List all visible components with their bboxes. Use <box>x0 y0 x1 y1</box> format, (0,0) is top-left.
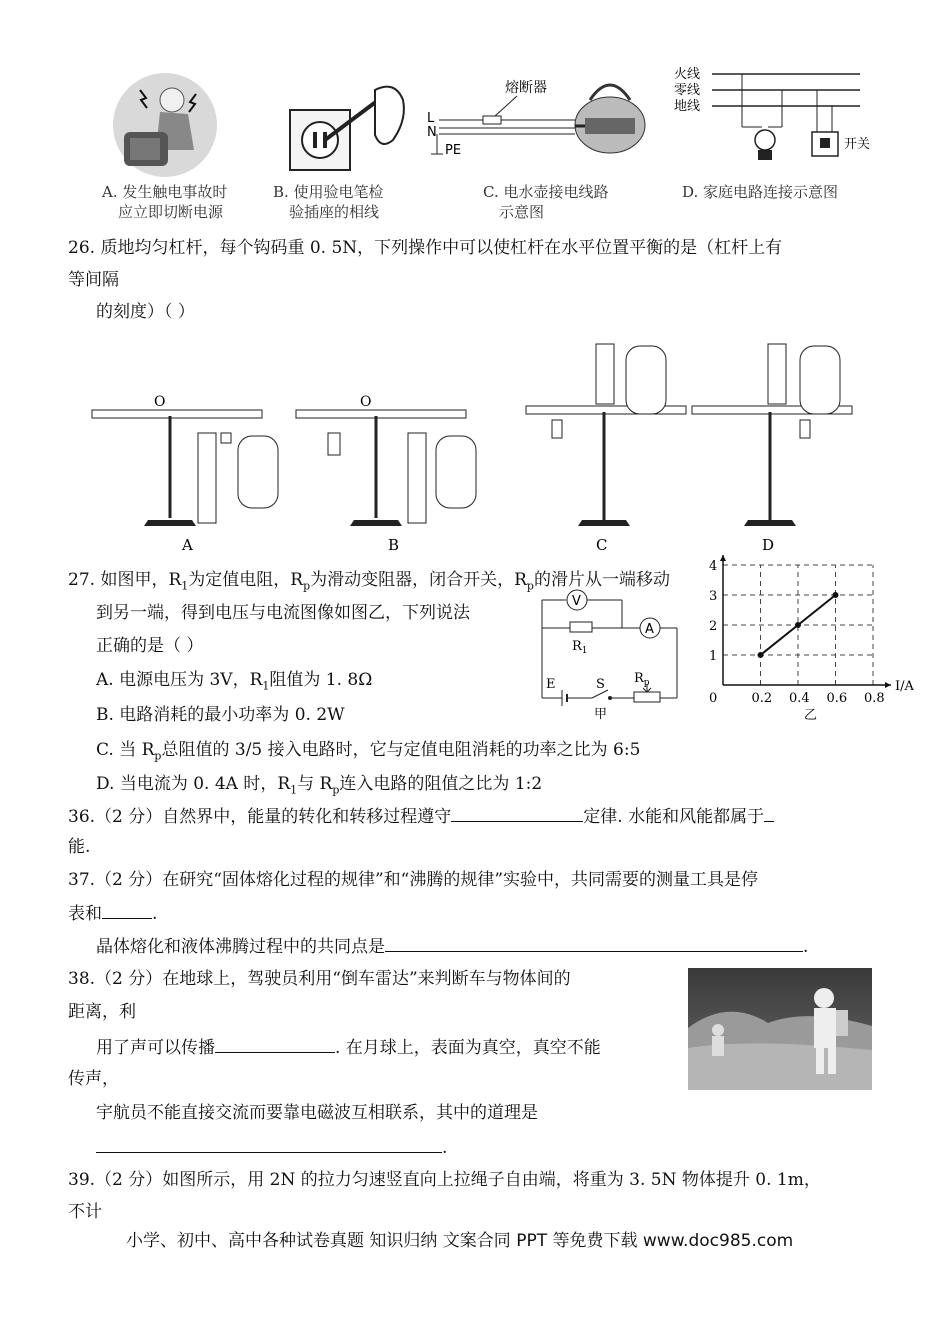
q38-line2: 距离，利 <box>68 1002 136 1022</box>
caption-c-line1: C. 电水壶接电线路 <box>483 183 609 201</box>
q26-line3: 的刻度）（ ） <box>96 302 195 322</box>
q27-option-a: A. 电源电压为 3V，$R_1$阻值为 1. 8Ω <box>96 670 373 693</box>
lever-label-c: C <box>596 536 608 554</box>
caption-d <box>682 182 838 202</box>
pivot-a: O <box>154 394 166 410</box>
q37-line3: 晶体熔化和液体沸腾过程中的共同点是 . <box>96 933 808 959</box>
graph-caption: 乙 <box>804 708 818 723</box>
q38-line4: 传声， <box>68 1069 119 1089</box>
y-tick-label-1: 2 <box>709 619 718 634</box>
q39-line1: 39.（2 分）如图所示，用 2N 的拉力匀速竖直向上拉绳子自由端，将重为 3. 5N 物体提升 0. 1m， <box>68 1170 821 1190</box>
lever-d <box>692 344 852 554</box>
page-footer: 小学、初中、高中各种试卷真题 知识归纳 文案合同 PPT 等免费下载 www.doc985.com <box>126 1231 794 1251</box>
q36-blank-2[interactable] <box>764 803 774 822</box>
ammeter-label: A <box>645 622 654 637</box>
q26-line2: 等间隔 <box>68 270 119 290</box>
q27-line3: 正确的是（ ） <box>96 636 204 656</box>
pivot-b: O <box>360 394 372 410</box>
y-tick-label-0: 1 <box>709 649 718 664</box>
r1-label: $R_1$ <box>572 639 588 656</box>
q36-blank-1[interactable] <box>451 803 583 822</box>
y-tick-label-3: 4 <box>709 559 718 574</box>
x-axis-arrow <box>885 682 891 688</box>
caption-a-line2: 应立即切断电源 <box>118 203 224 221</box>
live-wire-label: 火线 <box>674 67 701 82</box>
figure-c-kettle-circuit <box>425 70 650 170</box>
q26-line1: 26. 质地均匀杠杆，每个钩码重 0. 5N，下列操作中可以使杠杆在水平位置平衡的是（杠杆上有 <box>68 238 783 258</box>
moon-astronaut-photo <box>688 968 872 1090</box>
n-label: N <box>427 125 437 140</box>
figure-d-home-circuit <box>672 62 877 177</box>
lever-c <box>526 344 686 554</box>
origin-label: 0 <box>709 691 718 706</box>
data-point-1 <box>795 622 801 628</box>
q36-line1: 36.（2 分）自然界中，能量的转化和转移过程遵守 定律. 水能和风能都属于 <box>68 803 774 829</box>
lever-figures <box>88 338 868 558</box>
q38-blank-2[interactable] <box>96 1134 442 1153</box>
caption-a <box>102 182 227 222</box>
switch-label: 开关 <box>844 137 871 152</box>
q38-line1: 38.（2 分）在地球上，驾驶员利用“倒车雷达”来判断车与物体间的 <box>68 969 571 989</box>
q38-line6: . <box>96 1134 447 1160</box>
u-i-graph <box>705 555 914 725</box>
ground-wire-label: 地线 <box>674 99 701 114</box>
pe-label: PE <box>445 143 462 158</box>
y-axis-arrow <box>720 555 726 561</box>
q27-line1: 27. 如图甲，$R_1$为定值电阻，$R_p$为滑动变阻器，闭合开关，$R_p$的滑片从一端移动 <box>68 570 670 593</box>
caption-c <box>483 182 608 222</box>
x-axis-label: I/A <box>895 679 914 694</box>
lever-label-b: B <box>388 536 400 554</box>
voltmeter-label: V <box>572 594 581 609</box>
q37-line2: 表和 . <box>68 900 157 926</box>
q38-line5: 宇航员不能直接交流而要靠电磁波互相联系，其中的道理是 <box>96 1103 538 1123</box>
x-tick-label-3: 0.8 <box>864 691 885 706</box>
circuit-caption: 甲 <box>594 707 608 722</box>
rp-label: $R_p$ <box>634 671 650 688</box>
figure-a-electric-shock <box>110 70 220 180</box>
caption-b-line2: 验插座的相线 <box>289 203 380 221</box>
caption-d-line1: D. 家庭电路连接示意图 <box>682 183 839 201</box>
q38-line3: 用了声可以传播 . 在月球上，表面为真空，真空不能 <box>96 1034 601 1060</box>
q27-option-d: D. 当电流为 0. 4A 时，$R_1$与 $R_p$连入电路的阻值之比为 1:2 <box>96 774 543 797</box>
lever-label-d: D <box>762 536 775 554</box>
data-point-0 <box>758 652 764 658</box>
lever-label-a: A <box>182 536 193 554</box>
caption-a-line1: A. 发生触电事故时 <box>102 183 228 201</box>
circuit-diagram <box>522 588 687 723</box>
q27-option-c: C. 当 $R_p$总阻值的 3/5 接入电路时，它与定值电阻消耗的功率之比为 6:5 <box>96 740 641 763</box>
q36-line2: 能. <box>68 837 91 857</box>
q27-option-b: B. 电路消耗的最小功率为 0. 2W <box>96 705 345 725</box>
caption-c-line2: 示意图 <box>499 203 545 221</box>
switch-s-label: S <box>596 677 605 692</box>
x-tick-label-0: 0.2 <box>751 691 773 706</box>
caption-b <box>273 182 384 222</box>
q38-blank-1[interactable] <box>215 1034 335 1053</box>
lever-b <box>296 394 476 554</box>
caption-b-line1: B. 使用验电笔检 <box>273 183 384 201</box>
y-tick-label-2: 3 <box>709 589 718 604</box>
q37-blank-1[interactable] <box>102 900 152 919</box>
q27-line2: 到另一端，得到电压与电流图像如图乙，下列说法 <box>96 603 470 623</box>
neutral-wire-label: 零线 <box>674 83 701 98</box>
q37-blank-2[interactable] <box>385 933 803 952</box>
x-tick-label-1: 0.4 <box>789 691 810 706</box>
x-tick-label-2: 0.6 <box>826 691 848 706</box>
q37-line1: 37.（2 分）在研究“固体熔化过程的规律”和“沸腾的规律”实验中，共同需要的测量工具是停 <box>68 870 759 890</box>
l-label: L <box>427 111 435 126</box>
figure-b-test-pen <box>285 70 410 180</box>
battery-label: E <box>546 677 556 692</box>
lever-a <box>92 394 278 554</box>
data-point-2 <box>833 592 839 598</box>
fuse-label: 熔断器 <box>505 80 547 96</box>
q39-line2: 不计 <box>68 1202 102 1222</box>
